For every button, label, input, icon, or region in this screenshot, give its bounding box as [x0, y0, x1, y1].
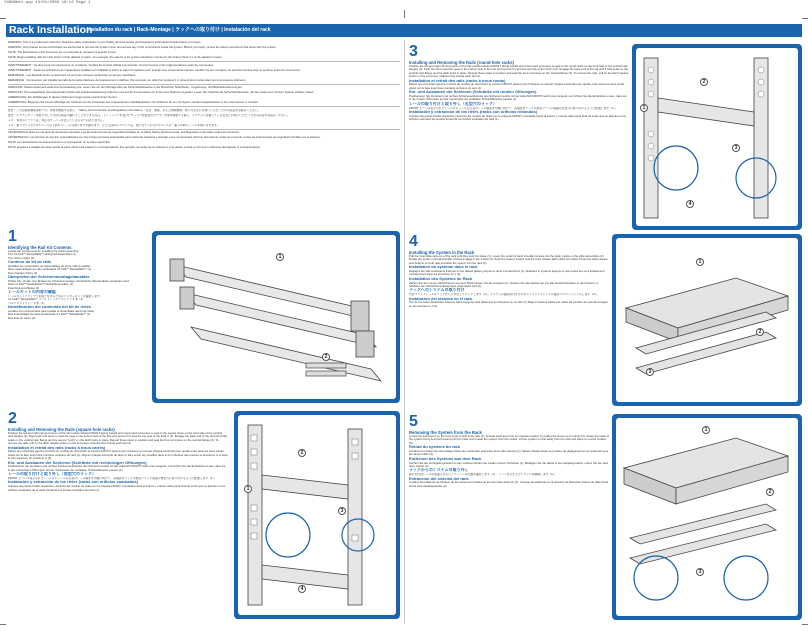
square-hole-drawing [238, 415, 396, 615]
note-text: メモ：本書のイラストは、特定のサーバーを表しているものではありません。 [8, 118, 106, 122]
step-text: Placez les extrémités gauche et droite du module de rail portant la mention FRONT (avant) vers l'intérieur et orientez chaque extrémité pour qu'elle entre dans les trous carrés situés sur la face avant des montants verticaux du rack (1). Alignez chaque extrémité de façon à faire entrer les chevilles dans le trou inférieur des premier et deuxième U et dans le trou supérieur du troisième U (2). [8, 450, 228, 461]
step-heading: Entfernen des Systems aus dem Rack [409, 456, 482, 461]
step-text: Localice las palancas de bloqueo de los extremos frontales de los dos rieles internos (1). Coloque las palancas en la posición de liberación tirando de ellas hacia arriba para desbloquearlas (2). [409, 481, 609, 488]
step-text: Deux bandes Velcro (2) [8, 271, 38, 275]
note-text: NOTE: Begin installing rails from the bottom of the allotted U space. For example, the rails for a 1U system should be mounted in the bottom three U's of the allotted U space. [8, 56, 223, 59]
divider [8, 84, 400, 85]
step-heading: ラックへのシステムの取り付け [409, 288, 465, 293]
callout-2: 2 [766, 488, 774, 496]
step-text: Dégagez les rails coulissants internes en les faisant glisser jusqu'à ce qu'ils s'enclenchent (1). Abaissez le système jusqu'à ce que toutes les vis à épaulement s'enclenchent dans les encoches en J (2). [409, 270, 605, 277]
step-text: Two C1 Dell™ ReadyRails™ sliding rail assemblies (1) [8, 253, 76, 257]
rail-kit-illustration [152, 231, 400, 403]
callout-1: 1 [702, 426, 710, 434]
step-text: Identifiez les composants de l'assemblage du kit de rails à installer : [8, 265, 92, 269]
step-text: C1 Dell™ ReadyRails™ スライドレールアセンブリ 2 本（1） [8, 298, 85, 302]
step-text: Tire de los rieles deslizantes internos hacia fuera del rack hasta que se bloqueen en su sitio (1). Baje el sistema hasta que todos los tornillos de reborde encajen en las ranuras en J (2). [409, 301, 608, 308]
callout-3: 3 [646, 368, 654, 376]
warning-text: WARNUNG: Nur ausgebildete Servicetechniker dürfen die Gehäuseabdeckung entfernen und auf die Komponenten im Innern des Systems zugreifen. Lesen Sie zunächst die Sicherheitshinweise, die Sie zusammen mit dem System erhalten haben. [8, 91, 315, 94]
step-heading: Installation et retrait des rails (racks à trous ronds) [409, 78, 506, 83]
warning-text: ADVERTENCIA: Los técnicos de servicio especializados son las únicas personas autorizadas para retirar las cubiertas y acceder a los componentes internos del sistema. Antes de empezar, revise las instrucciones de seguridad incluidas con el sistema. [8, 136, 321, 139]
step-heading: Retrait du système du rack [409, 445, 461, 450]
callout-2: 2 [700, 78, 708, 86]
callout-1: 1 [276, 253, 284, 261]
system-install-drawing [616, 238, 798, 402]
step-text: Two Velcro straps (2) [8, 256, 35, 260]
step-3-text [409, 44, 629, 228]
step-4-text [409, 234, 609, 406]
step-text: Localisez les leviers de verrouillage situés aux extrémités avant des deux rails internes (1). Mettez chaque levier en position de dégagement en le soulevant pour les déverrouiller (2). [409, 450, 609, 457]
step-text: 内部スライドレールをラックから引き出してロックします（1）。システムの後部肩付きネジをスライドアセンブリの後部 J スロットに下ろします（2）。 [409, 293, 599, 297]
step-heading: Identifying the Rail Kit Contents [8, 245, 72, 250]
step-text: Prüfen Sie, ob alle zum Einbau der Schienenmontage erforderlichen Bestandteile vorhanden sind: [8, 280, 130, 284]
callout-4: 4 [686, 200, 694, 208]
step-heading: レールの取り付けと取り外し（角型穴のラック） [8, 472, 96, 477]
note-text: NOTA: Empiece a instalar los rieles desde la parte inferior del espacio U correspondiente. Por ejemplo, los rieles de un sistema 1 U se deben montar en los tres U inferiores del espacio U correspondiente. [8, 146, 261, 149]
step-text: Pull the inner slide rails out of the rack until they lock into place (1). Lower the system's back shoulder screws into the back J-slots on the slide assemblies (2). Rotate the system until all shoulder screws engage in the J-slots (3). Push the system inward until the front release latch clicks into place. Press the slide release lock buttons on both rails and slide the system into the rack (4). [409, 255, 608, 265]
step-text: Position the left and right rail end pieces of the rail module labeled FRONT facing inward and orient each end piece to seat in the square holes on the front side of the vertical rack flanges (1). Align each end piece to seat the pegs in the bottom hole of the first and second U's and the top hole of the third U (2). Engage the back end of the rail until it fully seats on the vertical rack flange and the secure "tooth" on the latch locks in place. Repeat these steps to position and seat the front end piece on the vertical flange (3). To remove the rails, pull on the latch release button on the end piece midpoint and unseat each rail (4). [8, 432, 228, 446]
callout-2: 2 [298, 449, 306, 457]
step-text: Zwei C1 Dell™ ReadyRails™-Gleitschienensätze (1) [8, 283, 74, 287]
step-text: Localice los componentes para instalar el ensamblaje del kit de rieles: [8, 310, 95, 314]
step-heading: レールの取り付けと取り外し（丸型穴のラック） [409, 101, 497, 106]
crop-mark [404, 10, 405, 18]
step-heading: Installing and Removing the Rails (square-hole racks) [8, 427, 115, 432]
step-heading: Ein- und Ausbauen der Schienen (Schränke mit rechteckigen Öffnungen) [8, 460, 147, 465]
round-hole-rack-illustration [632, 44, 802, 230]
warning-text: AVERTISSEMENT : Seuls les techniciens de maintenance qualifiés sont habilités à retirer le capot du système pour accéder aux composants internes. Veuillez lire les consignes de sécurité fournies avec le système avant de commencer. [8, 68, 301, 72]
note-text: NOTA: Las ilustraciones de este documento no representan un servidor específico. [8, 141, 111, 144]
callout-4: 4 [298, 585, 306, 593]
warnings-section [8, 41, 400, 221]
step-number: 3 [409, 44, 418, 60]
callout-3: 3 [732, 144, 740, 152]
step-number: 4 [409, 234, 418, 250]
callout-2: 2 [756, 328, 764, 336]
divider [8, 61, 400, 62]
page-title: Rack Installation [9, 24, 93, 36]
step-text: Zwei Klettverschlüsse (2) [8, 286, 40, 290]
step-heading: ラックからのシステムの取り外し [409, 468, 469, 473]
step-heading: Instalación y extracción de los rieles (racks con orificios redondos) [409, 110, 538, 115]
warning-text: AVERTISSEMENT : Ce document est uniquement un condensé. Veuillez lire le livret intitulé à la sécurité, l'environnement et les réglementations avant de commencer. [8, 63, 214, 67]
step-text: Locate the components for installing the rail kit assembly: [8, 250, 79, 253]
file-header: Y4666bk1.qxp 13/01/2009 16:12 Page 1 [4, 1, 91, 5]
warning-text: 警告：これは簡易参照資料です。作業を開始する前に、『Safety, Environmental, and Regulatory Information』（安全、環境、および規制情報）冊子の安全にお使いいただくための注意をお読みください。 [8, 108, 261, 112]
step-number: 5 [409, 414, 418, 430]
step-heading: Überprüfen der Schienenmontagebausätze [8, 275, 90, 280]
step-text: Coloque las piezas finales izquierda y derecha del módulo de rieles con la etiqueta FRONT orientadas hacia el interior y oriente cada pieza final de modo que se asiente en los orificios redondos de la parte frontal de los bordes verticales del rack (1). [409, 114, 626, 122]
warning-text: ADVERTENCIA: Ésta es una guía de referencia resumida. Lea las instrucciones de seguridad incluidas en el folleto Safety, Environmental, and Regulatory Information antes de comenzar. [8, 131, 240, 134]
step-heading: Contenu du kit de rails [8, 260, 52, 265]
step-heading: レールキットの内容の確認 [8, 290, 56, 295]
step-text: Positionieren Sie die linken und rechten Schienenendstücke des Schienenmoduls mit der Aufschrift FRONT nach innen zeigend, und richten Sie die Endstücke so aus, dass sie in die rechteckigen Öffnungen auf der Vorderseite der vertikalen Schrankflansche passen (1). [8, 465, 226, 472]
crop-mark [0, 624, 6, 625]
round-hole-drawing [636, 48, 798, 226]
step-text: Positionieren Sie die linken und rechten Schienenendstücke des Schienenmoduls mit der Aufschrift FRONT nach innen zeigend, und richten Sie die Endstücke so aus, dass sie in die runden Öffnungen auf der Vorderseite der vertikalen Schrankflansche passen (1). [409, 95, 627, 102]
note-text: NOTE: The illustrations in this document are not intended to represent a specific server. [8, 51, 117, 54]
step-text: Deux assemblages de rails coulissants C1 Dell™ ReadyRails™ (1) [8, 268, 92, 272]
step-heading: Ein- und Ausbauen der Schienen (Schränke mit runden Öffnungen) [409, 90, 537, 95]
step-text: Coloque las piezas finales izquierda y derecha del módulo de rieles con la etiqueta FRONT orientadas hacia el interior y oriente cada pieza final de modo que se asiente en los orificios cuadrados de la parte frontal de los bordes verticales del rack (1). [8, 485, 225, 492]
note-text: メモ：割り当てられたUスペースの下部からレールの取り付けを始めます。たとえば1Uシステムでは、割り当てられたUスペースの一番下の3Uにレールを取り付けます。 [8, 123, 220, 127]
step-heading: Installation et retrait des rails (racks à trous carrés) [8, 445, 106, 450]
note-text: ANMERKUNG: Die Abbildungen in diesem Dokument zeigen keinen bestimmten Server. [8, 96, 118, 99]
step-heading: Instalación del sistema en el rack [409, 296, 473, 301]
callout-3: 3 [696, 568, 704, 576]
callout-3: 3 [338, 507, 346, 515]
center-divider [404, 40, 405, 624]
step-2-text [8, 411, 228, 619]
warning-text: WARNING: This is a condensed reference. Read the safety instructions in your Safety, Environmental, and Regulatory Information booklet before you begin. [8, 41, 202, 44]
step-text: ベルクロストラップ 2 本（2） [8, 301, 47, 305]
step-heading: Instalación y extracción de los rieles (racks con orificios cuadrados) [8, 480, 139, 485]
crop-mark [802, 624, 808, 625]
step-1-text [8, 229, 146, 401]
step-heading: Installation des Systems im Rack [409, 276, 473, 281]
step-heading: Extracción del sistema del rack [409, 476, 469, 481]
step-number: 2 [8, 411, 17, 427]
page-subtitles: Installation du rack | Rack-Montage | ラックへの取り付け | Instalación del rack [87, 27, 271, 33]
step-text: FRONT とラベル表示されたレールモジュールの左右のレール端部を内側に向けて、各端部をラックの垂直フランジ前面の丸型穴に取り付けるように配置します（1）。 [409, 106, 618, 110]
warning-text: WARNUNG: Dieses Dokument stellt eine Kurzanleitung dar. Lesen Sie vor der Montage bitte die Sicherheitshinweise in der Broschüre Sicherheits-, Umgebungs- und Betriebsbestimmungen. [8, 86, 243, 89]
step-5-text [409, 414, 609, 622]
system-removal-illustration [612, 414, 802, 620]
step-text: Position the left and right rail end pieces of the rail module labeled FRONT facing inward and orient each end piece to seat in the round holes on the front side of the vertical rack flanges (1). Push the rail to seat the pegs in the bottom hole of the first and second U's and the top hole of the third U (2). Engage the back end of the rail until it fully seats on the vertical rack flange and the latch locks in place. Repeat these steps to position and seat the front end piece on the vertical flange (3). To remove the rails, pull on the latch release button on the end piece midpoint and unseat each rail (4). [409, 65, 629, 79]
step-heading: Installing and Removing the Rails (round-hole racks) [409, 60, 514, 65]
note-text: REMARQUE : Commencez par installer les rails de la partie inférieure de l'espacement U attribué. Par exemple, les rails d'un système 1 U doivent être montés dans les trois espaces inférieurs. [8, 78, 247, 82]
divider [8, 106, 400, 107]
callout-1: 1 [696, 258, 704, 266]
square-hole-rack-illustration [234, 411, 400, 619]
note-text: ANMERKUNG: Beginnen Sie bei der Montage der Schienen an der Unterseite des vorgesehenen U-Einbauplatzes. Die Schienen für ein 1U-System werden beispielsweise in den drei unteren U montiert. [8, 101, 259, 104]
callout-1: 1 [244, 485, 252, 493]
step-text: Ziehen Sie die inneren Gleitschienen aus dem Rack heraus, bis sie einrasten (1). Senken Sie das System ab, bis alle Ansatzschrauben in den hinteren J-Schlitzen der Gleitschienenbaugruppe eingerastet sind (2). [409, 281, 599, 289]
callout-1: 1 [640, 104, 648, 112]
step-heading: Identificación del contenido del kit de rieles [8, 305, 91, 310]
step-text: レールキットアセンブリを取り付けるためのコンポーネントを確認します： [8, 295, 103, 299]
title-banner [6, 24, 802, 37]
step-text: 両方の内部レールの前端にあるロックレバーの位置を確認します（1）。レバーを引き上げてロックを解除します（2）。 [409, 473, 557, 477]
callout-2: 2 [322, 353, 330, 361]
divider [8, 129, 400, 130]
crop-mark [802, 18, 808, 19]
step-text: Suchen Sie die Verriegelungshebel an den vorderen Enden der beiden inneren Schienen (1). Betätigen Sie die Hebel in die Freigabeposition, indem Sie sie nach oben ziehen (2). [409, 461, 609, 469]
step-text: Placez les extrémités gauche et droite du module de rail portant la mention FRONT (avant) vers l'intérieur et orientez chaque extrémité pour qu'elle entre dans les trous ronds situés sur la face avant des montants verticaux du rack (1). [409, 83, 624, 90]
warning-text: 警告：システムカバーを取り外して内部の部品に触れることができるのは、トレーニングを受けたサービス技術者だけです。作業を開始する前に、システムに付属している安全にお使いいただくための注意をお読みください。 [8, 113, 290, 117]
system-removal-drawing [616, 418, 798, 616]
note-text: REMARQUE : Les illustrations de ce document ne sont pas censées représenter un serveur spécifique. [8, 73, 137, 77]
step-text: Dos tiras de velcro (2) [8, 316, 36, 320]
step-heading: Installation du système dans le rack [409, 265, 478, 270]
warning-text: WARNING: Only trained service technicians are authorized to remove the system cover and access any of the components inside the system. Before you begin, review the safety instructions that came with the system. [8, 46, 277, 49]
step-text: FRONT とラベル表示されたレールモジュールの左右のレール端部を内側に向けて、各端部をラックの垂直フランジ前面の角型穴に取り付けるように配置します（1）。 [8, 477, 217, 481]
step-heading: Installing the System in the Rack [409, 250, 475, 255]
step-heading: Removing the System from the Rack [409, 430, 482, 435]
system-install-illustration [612, 234, 802, 406]
step-text: Dos ensamblajes de rieles deslizantes C1 Dell™ ReadyRails™ (1) [8, 313, 91, 317]
step-number: 1 [8, 229, 17, 245]
crop-mark [0, 18, 6, 19]
step-text: Locate the lock levers on the front ends of both inner rails (1). Actuate each lever into the release position by pulling the levers up to unlock (2). Grasp the sides of the system firmly and pull forward until it is clear and unseat the system from the J-slots. Lift the system up and away from the rack and place on a level surface (3). [409, 435, 609, 445]
